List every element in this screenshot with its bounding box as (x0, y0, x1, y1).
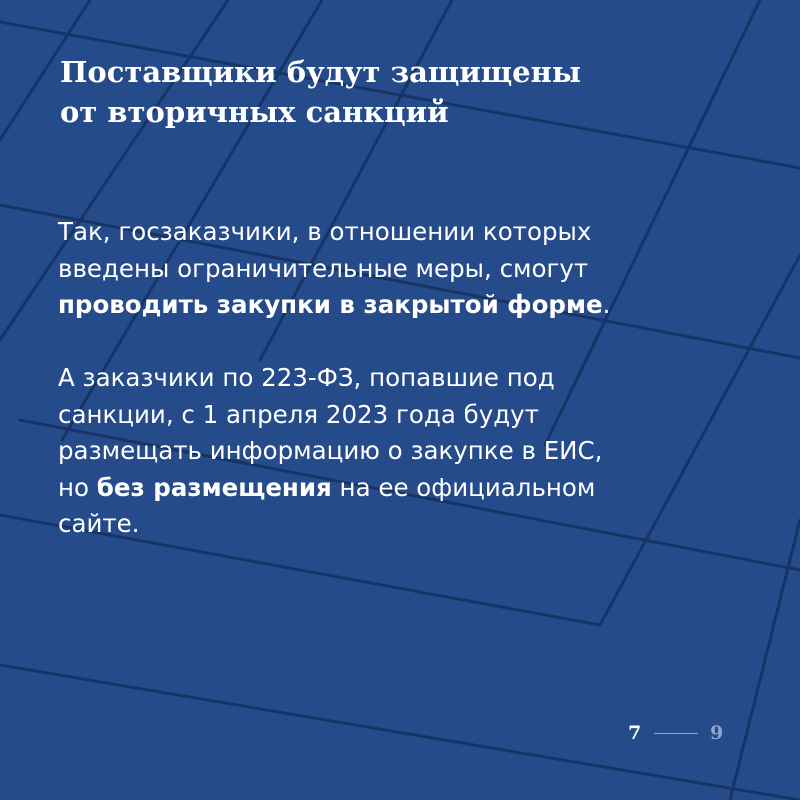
text-line: А заказчики по 223-ФЗ, попавшие под (58, 363, 555, 392)
total-pages-number: 9 (710, 722, 724, 744)
title-line: от вторичных санкций (60, 95, 449, 129)
text-line: введены ограничительные меры, смогут (58, 253, 589, 283)
text-line: санкции, с 1 апреля 2023 года будут (58, 399, 539, 429)
highlight-without-posting: без размещения (96, 472, 332, 502)
text-line: Так, госзаказчики, в отношении которых (58, 217, 592, 246)
title-line: Поставщики будут защищены (60, 55, 581, 89)
pagination (628, 718, 738, 748)
pagination-divider (654, 733, 698, 734)
current-page-number: 7 (628, 722, 642, 744)
text-line: сайте. (58, 509, 140, 538)
paragraph-restricted-customers (58, 214, 758, 324)
text-fragment: но (58, 472, 97, 502)
highlight-closed-procurement: проводить закупки в закрытой форме (58, 290, 603, 319)
slide-title (60, 52, 740, 132)
paragraph-223fz-customers (58, 360, 758, 543)
text-line: размещать информацию о закупке в ЕИС, (58, 436, 603, 465)
text-fragment: . (602, 290, 611, 319)
text-fragment: на ее официальном (331, 472, 596, 502)
